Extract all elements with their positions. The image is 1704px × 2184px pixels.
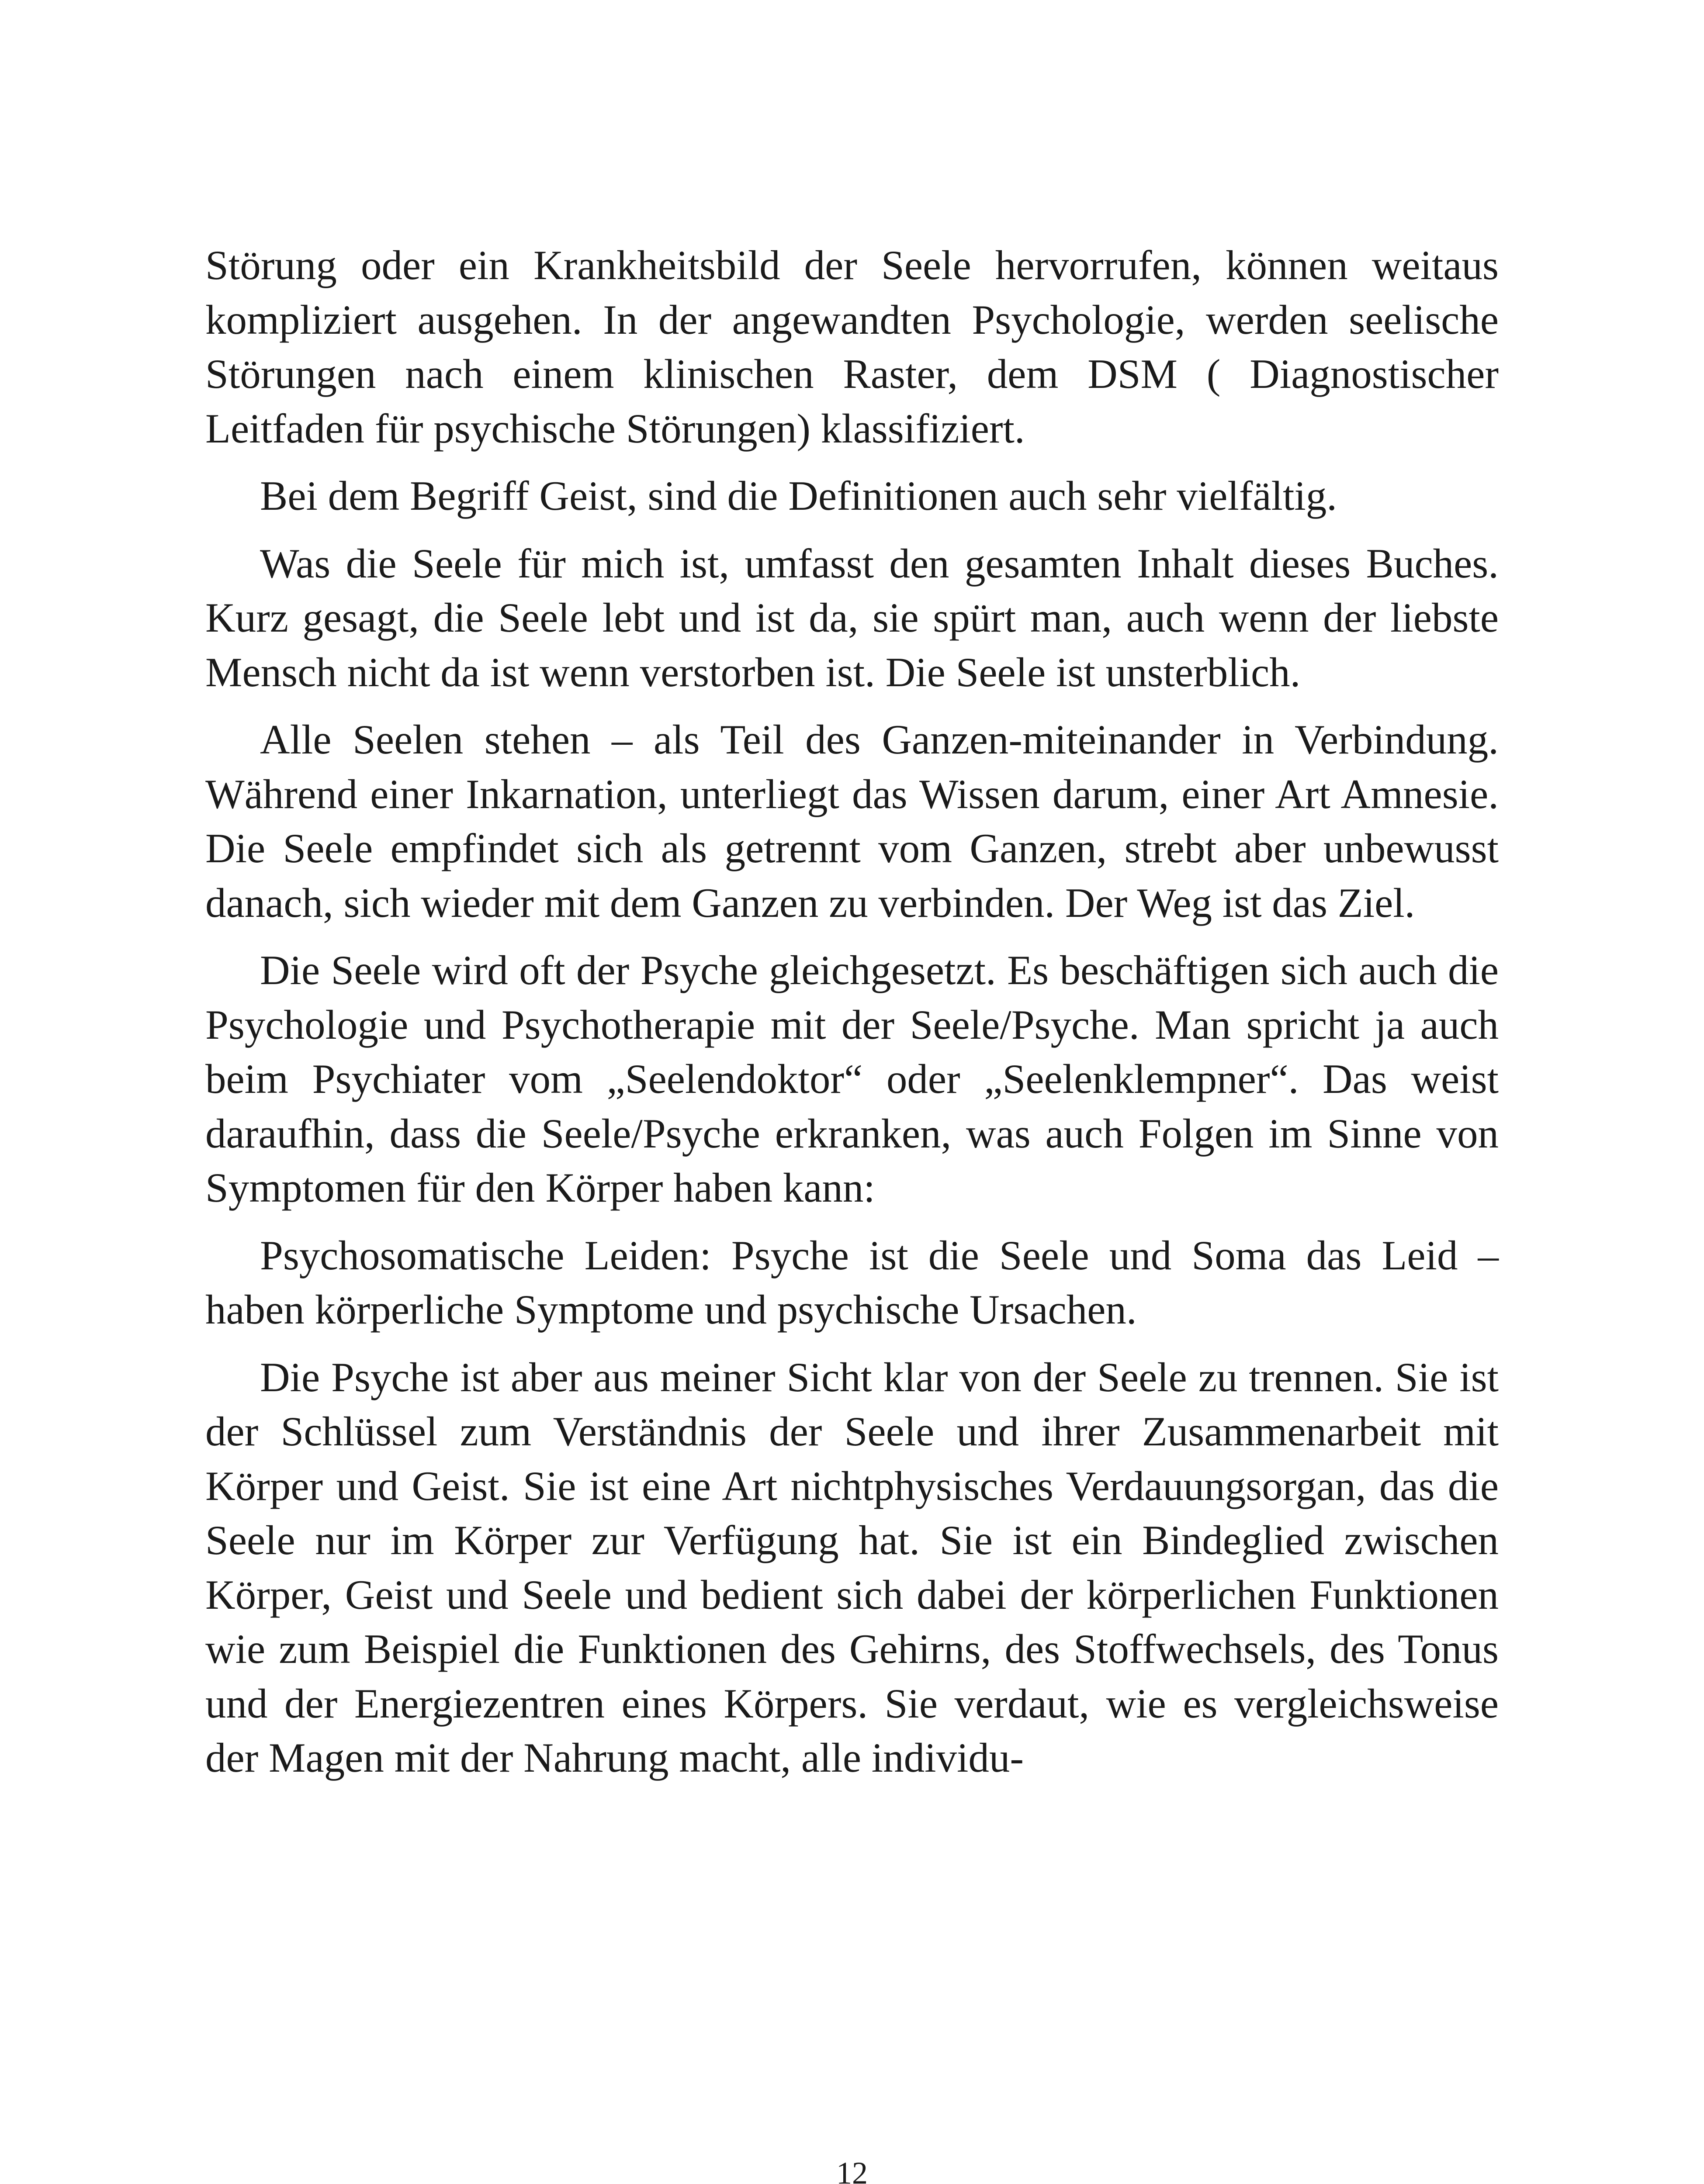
page-number: 12 xyxy=(836,2156,868,2184)
paragraph-3: Was die Seele für mich ist, umfasst den gesamten Inhalt dieses Buches. Kurz gesagt, die Seele lebt und ist da, sie spürt man, auch wenn der liebste Mensch nicht da ist wenn verstorben ist. Die Seele ist unsterblich. xyxy=(205,540,1499,695)
page-body xyxy=(205,238,1499,1798)
paragraph-1: Störung oder ein Krankheitsbild der Seele hervorrufen, können weitaus kompliziert ausgehen. In der angewandten Psychologie, werden seelische Störungen nach einem klinischen Raster, dem DSM ( Diagnostischer Leitfaden für psychische Störungen) klassifiziert. xyxy=(205,242,1499,452)
paragraph-4: Alle Seelen stehen – als Teil des Ganzen-miteinander in Verbindung. Während einer Inkarnation, unterliegt das Wissen darum, einer Art Amnesie. Die Seele empfindet sich als getrennt vom Ganzen, strebt aber unbewusst danach, sich wieder mit dem Ganzen zu verbinden. Der Weg ist das Ziel. xyxy=(205,716,1499,926)
paragraph-2: Bei dem Begriff Geist, sind die Definitionen auch sehr vielfältig. xyxy=(260,473,1337,519)
paragraph-6: Psychosomatische Leiden: Psyche ist die Seele und Soma das Leid – haben körperliche Symptome und psychische Ursachen. xyxy=(205,1232,1499,1333)
paragraph-5: Die Seele wird oft der Psyche gleichgesetzt. Es beschäftigen sich auch die Psychologie und Psychotherapie mit der Seele/Psyche. Man spricht ja auch beim Psychiater vom „Seelendoktor“ oder „Seelenklempner“. Das weist daraufhin, dass die Seele/Psyche erkranken, was auch Folgen im Sinne von Symptomen für den Körper haben kann: xyxy=(205,947,1499,1211)
paragraph-7: Die Psyche ist aber aus meiner Sicht klar von der Seele zu trennen. Sie ist der Schlüssel zum Verständnis der Seele und ihrer Zusammenarbeit mit Körper und Geist. Sie ist eine Art nichtphysisches Verdauungsorgan, das die Seele nur im Körper zur Verfügung hat. Sie ist ein Bindeglied zwischen Körper, Geist und Seele und bedient sich dabei der körperlichen Funktionen wie zum Beispiel die Funktionen des Gehirns, des Stoffwechsels, des Tonus und der Energiezentren eines Körpers. Sie verdaut, wie es vergleichsweise der Magen mit der Nahrung macht, alle individu- xyxy=(205,1354,1499,1781)
